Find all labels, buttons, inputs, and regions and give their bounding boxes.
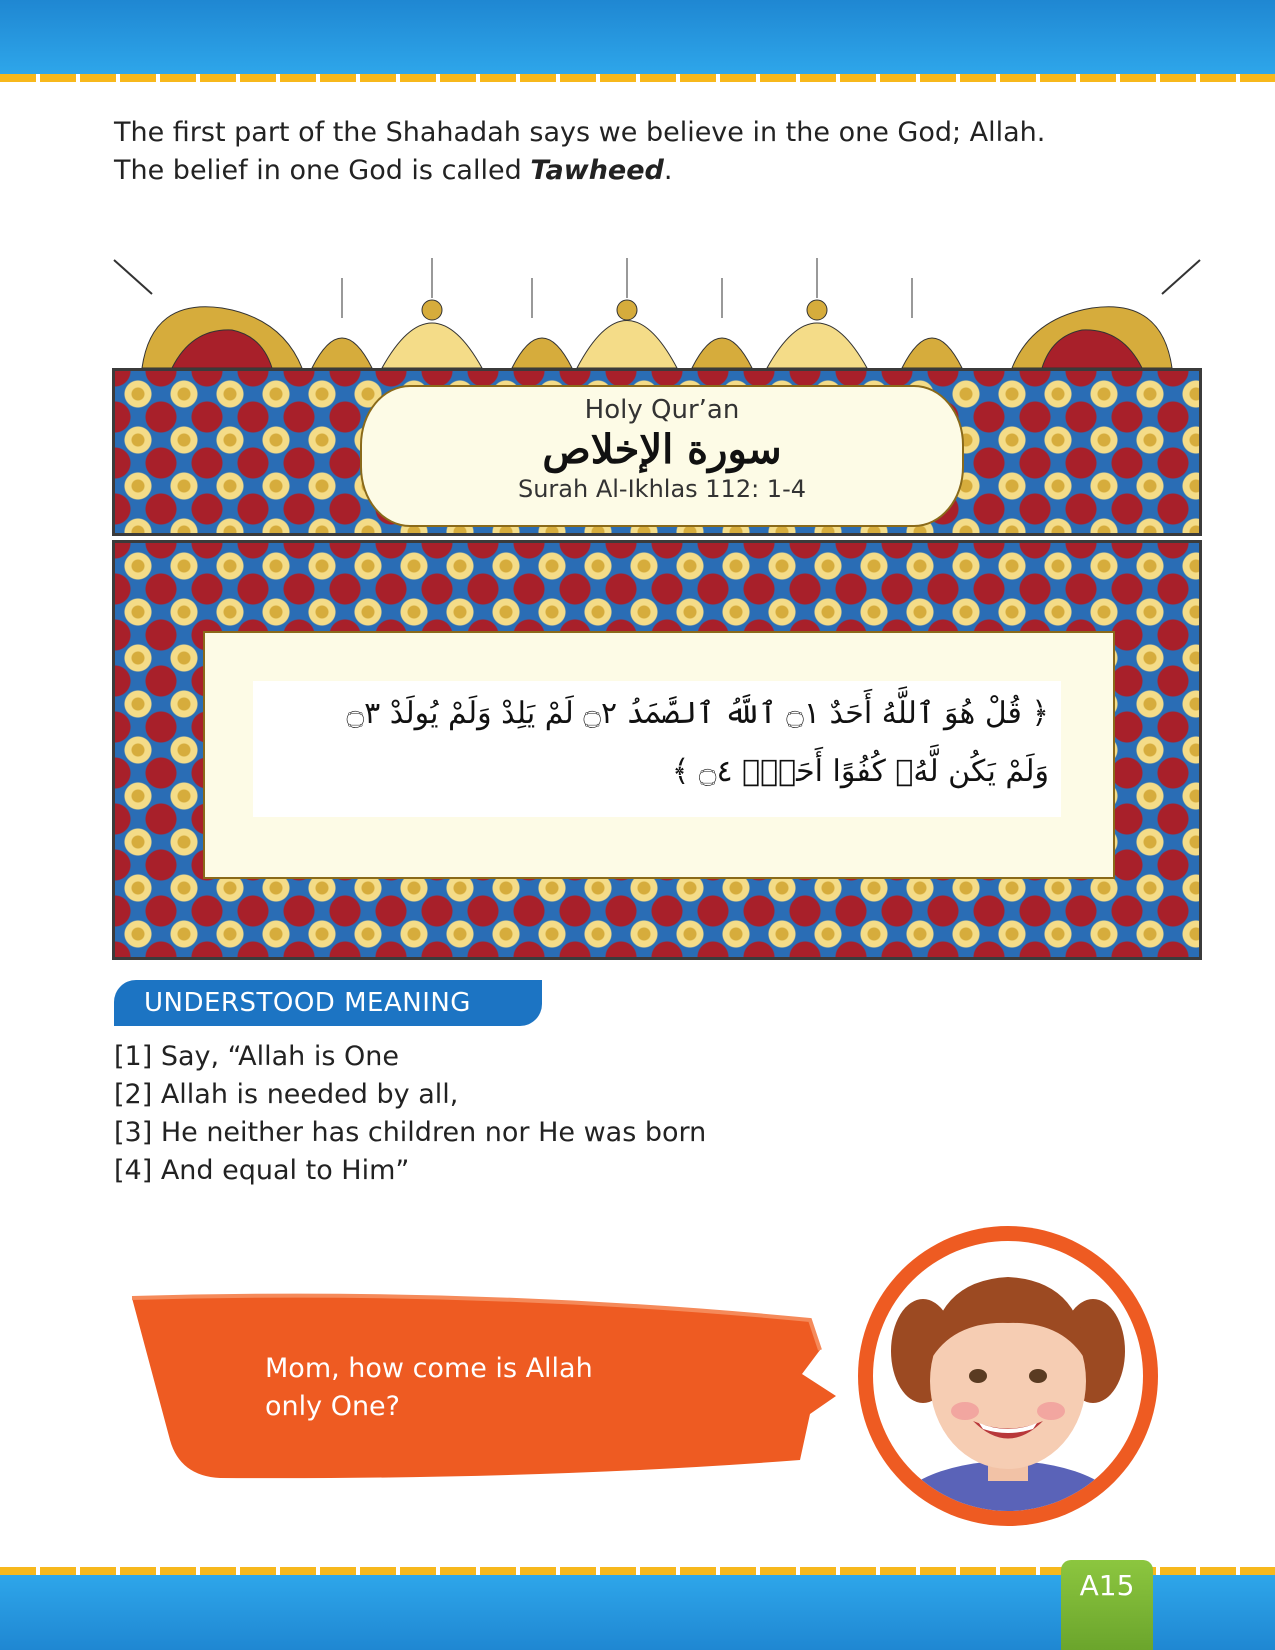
meaning-item: [4] And equal to Him” <box>114 1155 410 1186</box>
intro-line-1: The first part of the Shahadah says we believe in the one God; Allah. <box>114 117 1046 148</box>
verse-line-2: وَلَمْ يَكُن لَّهُۥ كُفُوًا أَحَدٌۢ ۝٤ ﴾ <box>671 754 1049 789</box>
speech-bubble-text <box>265 1350 665 1426</box>
verse-box <box>203 631 1115 879</box>
page-number: A15 <box>1061 1560 1153 1650</box>
dialogue-line-1: Mom, how come is Allah <box>265 1353 593 1384</box>
dialogue-line-2: only One? <box>265 1391 400 1422</box>
header-stripe <box>0 74 1275 82</box>
verse-text <box>253 681 1061 817</box>
surah-reference: Surah Al-Ikhlas 112: 1-4 <box>517 475 807 503</box>
intro-line-2-end: . <box>663 155 673 186</box>
meaning-item: [2] Allah is needed by all, <box>114 1079 459 1110</box>
surah-title-panel <box>112 368 1202 536</box>
girl-avatar <box>873 1241 1143 1511</box>
holy-quran-label: Holy Qur’an <box>584 395 740 425</box>
meaning-item: [1] Say, “Allah is One <box>114 1041 400 1072</box>
verse-line-1: ﴿ قُلْ هُوَ ٱللَّهُ أَحَدٌ ۝١ ٱللَّهُ ٱلصَّمَدُ ۝٢ لَمْ يَلِدْ وَلَمْ يُولَدْ ۝٣ <box>346 696 1049 731</box>
understood-meaning-heading: UNDERSTOOD MEANING <box>114 980 542 1026</box>
intro-line-2 <box>114 152 1174 190</box>
meaning-item: [3] He neither has children nor He was born <box>114 1117 707 1148</box>
intro-paragraph <box>114 114 1174 190</box>
surah-frame <box>112 258 1202 960</box>
surah-verse-panel <box>112 540 1202 960</box>
surah-arabic-title: سورة الإخلاص <box>542 426 782 473</box>
meaning-list <box>114 1038 706 1190</box>
surah-title-cartouche <box>360 385 964 527</box>
tawheed-term: Tawheed <box>530 155 664 186</box>
intro-line-2-text: The belief in one God is called <box>114 155 531 186</box>
header-band <box>0 0 1275 74</box>
